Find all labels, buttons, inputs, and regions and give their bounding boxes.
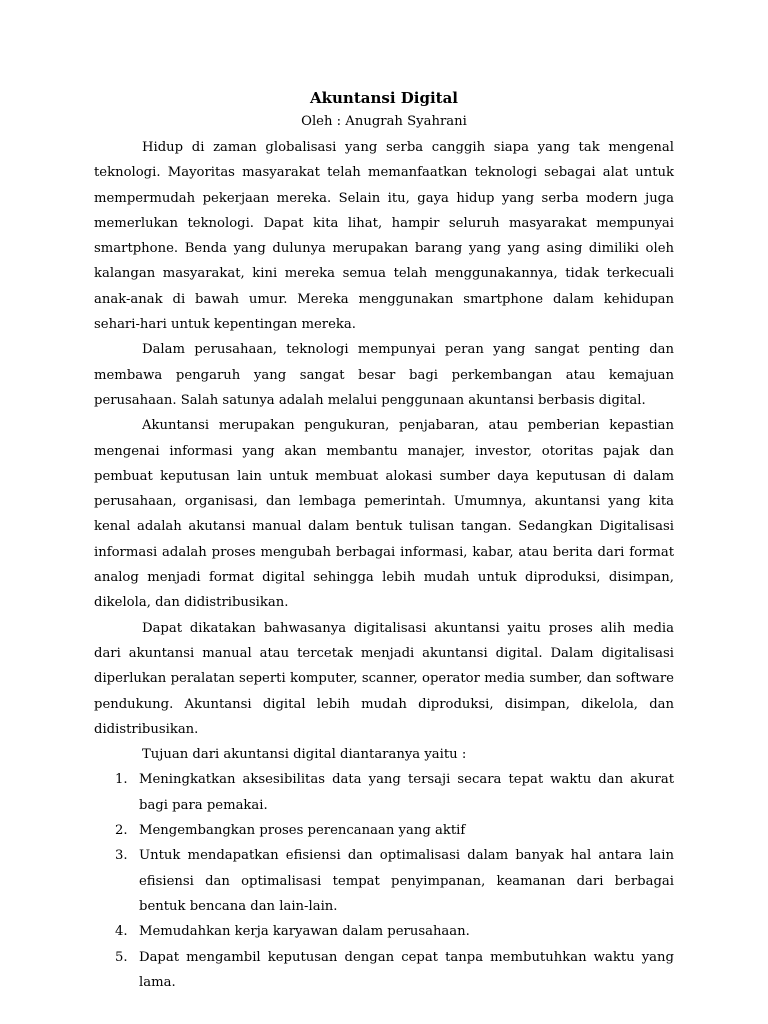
list-number: 5.: [115, 949, 128, 965]
list-item-text: Memudahkan kerja karyawan dalam perusahaan.: [139, 924, 470, 940]
list-item-text: Dapat mengambil keputusan dengan cepat tanpa membutuhkan waktu yang lama.: [139, 949, 674, 990]
paragraph-intro: Hidup di zaman globalisasi yang serba canggih siapa yang tak mengenal teknologi. Mayoritas masyarakat telah memanfaatkan teknologi sebagai alat untuk mempermudah pekerjaan mereka. Selain itu, gaya hidup yang serba modern juga memerlukan teknologi. Dapat kita lihat, hampir seluruh masyarakat mempunyai smartphone. Benda yang dulunya merupakan barang yang yang asing dimiliki oleh kalangan masyarakat, kini mereka semua telah menggunakannya, tidak terkecuali anak-anak di bawah umur. Mereka menggunakan smartphone dalam kehidupan sehari-hari untuk kepentingan mereka.: [94, 140, 674, 333]
author-line: Oleh : Anugrah Syahrani: [301, 114, 467, 129]
list-number: 4.: [115, 924, 128, 940]
list-number: 1.: [115, 772, 128, 788]
paragraph-company: Dalam perusahaan, teknologi mempunyai peran yang sangat penting dan membawa pengaruh yang sangat besar bagi perkembangan atau kemajuan perusahaan. Salah satunya adalah melalui penggunaan akuntansi berbasis digital.: [94, 342, 674, 408]
list-item: [94, 767, 674, 818]
document-title: Akuntansi Digital: [309, 89, 458, 107]
goals-list: [94, 767, 674, 995]
list-item-text: Mengembangkan proses perencanaan yang aktif: [139, 823, 466, 839]
list-item-text: Meningkatkan aksesibilitas data yang tersaji secara tepat waktu dan akurat bagi para pemakai.: [139, 772, 674, 813]
paragraph-definition: Akuntansi merupakan pengukuran, penjabaran, atau pemberian kepastian mengenai informasi yang akan membantu manajer, investor, otoritas pajak dan pembuat keputusan lain untuk membuat alokasi sumber daya keputusan di dalam perusahaan, organisasi, dan lembaga pemerintah. Umumnya, akuntansi yang kita kenal adalah akutansi manual dalam bentuk tulisan tangan. Sedangkan Digitalisasi informasi adalah proses mengubah berbagai informasi, kabar, atau berita dari format analog menjadi format digital sehingga lebih mudah untuk diproduksi, disimpan, dikelola, dan didistribusikan.: [94, 418, 674, 611]
list-item: [94, 843, 674, 919]
list-item: [94, 945, 674, 996]
list-number: 2.: [115, 823, 128, 839]
document-page: [94, 86, 674, 995]
list-item: [94, 919, 674, 944]
paragraph-digitalization: Dapat dikatakan bahwasanya digitalisasi akuntansi yaitu proses alih media dari akuntansi manual atau tercetak menjadi akuntansi digital. Dalam digitalisasi diperlukan peralatan seperti komputer, scanner, operator media sumber, dan software pendukung. Akuntansi digital lebih mudah diproduksi, disimpan, dikelola, dan didistribusikan.: [94, 620, 674, 737]
paragraph-goals-intro: Tujuan dari akuntansi digital diantaranya yaitu :: [142, 747, 467, 763]
list-item: [94, 818, 674, 843]
list-number: 3.: [115, 848, 128, 864]
list-item-text: Untuk mendapatkan efisiensi dan optimalisasi dalam banyak hal antara lain efisiensi dan optimalisasi tempat penyimpanan, keamanan dari berbagai bentuk bencana dan lain-lain.: [139, 848, 674, 914]
